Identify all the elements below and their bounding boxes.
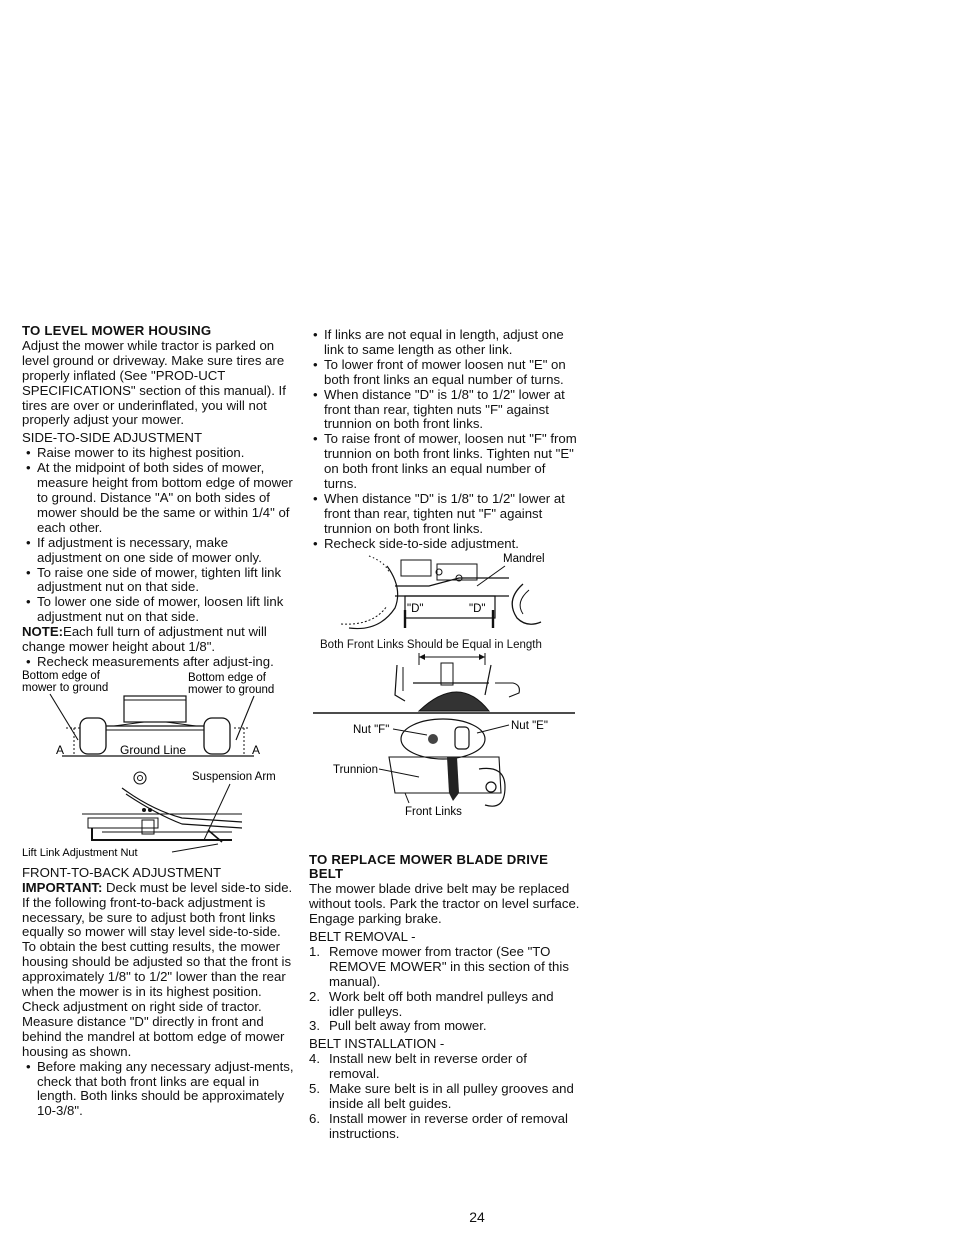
label-ground-line: Ground Line: [120, 742, 187, 757]
figure-side-to-side: [22, 670, 294, 770]
front-to-back-heading: FRONT-TO-BACK ADJUSTMENT: [22, 864, 222, 880]
list-item: [309, 1052, 581, 1082]
belt-installation-steps: [309, 1052, 581, 1141]
step-text: Work belt off both mandrel pulleys and idler pulleys.: [329, 988, 554, 1019]
label-a-right: A: [252, 742, 261, 757]
front-to-back-list: [22, 1060, 294, 1120]
step-number: 2.: [309, 988, 320, 1004]
side-to-side-heading: SIDE-TO-SIDE ADJUSTMENT: [22, 430, 203, 446]
important-label: IMPORTANT:: [22, 879, 103, 895]
figure-suspension-arm: [22, 770, 294, 866]
step-number: 4.: [309, 1051, 320, 1067]
belt-removal-heading: BELT REMOVAL -: [309, 929, 416, 945]
label-bottom-edge-left-1: Bottom edge of: [22, 669, 100, 682]
step-text: Remove mower from tractor (See "TO REMOVE MOWER" in this section of this manual).: [329, 943, 569, 989]
list-item: • Before making any necessary adjust-ments, check that both front links are equal in length. Both links should be approximately 10-3/8".: [22, 1060, 294, 1120]
list-item: [309, 1112, 581, 1142]
important-paragraph: [22, 881, 294, 941]
step-text: Install new belt in reverse order of removal.: [329, 1051, 527, 1082]
step-text: Pull belt away from mower.: [329, 1018, 487, 1034]
belt-installation-heading: BELT INSTALLATION -: [309, 1036, 445, 1052]
list-item: [309, 1082, 581, 1112]
label-nut-f: Nut "F": [353, 723, 390, 736]
figure-mandrel: [309, 552, 581, 632]
list-item: • Recheck side-to-side adjustment.: [309, 537, 581, 552]
suspension-arm-diagram: [22, 770, 294, 866]
page-number: 24: [469, 1209, 485, 1225]
side-to-side-list: [22, 446, 294, 625]
belt-intro-paragraph: The mower blade drive belt may be replaced without tools. Park the tractor on level surface. Engage parking brake.: [309, 881, 580, 927]
list-item: [309, 945, 581, 990]
cutting-paragraph: To obtain the best cutting results, the mower housing should be adjusted so that the front is approximately 1/8" to 1/2" lower than the rear when the mower is in its highest position.: [22, 939, 292, 1000]
note-text: Each full turn of adjustment nut will change mower height about 1/8".: [22, 624, 267, 655]
side-view-diagram: [22, 670, 294, 770]
front-adjust-list: [309, 328, 581, 552]
step-text: Make sure belt is in all pulley grooves and inside all belt guides.: [329, 1081, 574, 1111]
list-item: • Recheck measurements after adjust-ing.: [22, 655, 294, 670]
list-item: • To lower front of mower loosen nut "E" on both front links an equal number of turns.: [309, 358, 581, 388]
list-item: • If links are not equal in length, adjust one link to same length as other link.: [309, 328, 581, 358]
list-item: • Raise mower to its highest position.: [22, 446, 294, 461]
figure-front-links: [309, 638, 581, 843]
caption-front-links-equal: Both Front Links Should be Equal in Length: [320, 638, 542, 651]
label-nut-e: Nut "E": [511, 719, 548, 732]
list-item: • When distance "D" is 1/8" to 1/2" lower at front than rear, tighten nut "F" against trunnion on both front links.: [309, 492, 581, 537]
belt-removal-steps: [309, 945, 581, 1034]
check-paragraph: Check adjustment on right side of tractor. Measure distance "D" directly in front and behind the mandrel at bottom edge of mower housing as shown.: [22, 999, 285, 1059]
step-text: Install mower in reverse order of removal instructions.: [329, 1110, 568, 1141]
note-paragraph: [22, 625, 294, 655]
list-item: • When distance "D" is 1/8" to 1/2" lower at front than rear, tighten nuts "F" against trunnion on both front links.: [309, 388, 581, 433]
section-title-level-mower: TO LEVEL MOWER HOUSING: [22, 323, 212, 338]
note-label: NOTE:: [22, 624, 64, 640]
label-suspension-arm: Suspension Arm: [192, 770, 276, 783]
label-mandrel: Mandrel: [503, 552, 545, 565]
label-trunnion: Trunnion: [333, 763, 378, 776]
label-a-left: A: [56, 742, 65, 757]
mandrel-diagram: [309, 552, 581, 632]
list-item: • To raise front of mower, loosen nut "F" from trunnion on both front links. Tighten nut "E" on both front links an equal number of turns.: [309, 432, 581, 492]
important-text: Deck must be level side-to side. If the following front-to-back adjustment is necessary, be sure to adjust both front links equally so mower will stay level side-to-side.: [22, 879, 293, 940]
intro-paragraph: Adjust the mower while tractor is parked on level ground or driveway. Make sure tires are properly inflated (See "PROD-UCT SPECIFICATIONS" section of this manual). If tires are over or underinflated, you will not properly adjust your mower.: [22, 337, 286, 428]
list-item: [309, 1019, 581, 1034]
list-item: [309, 990, 581, 1020]
front-links-diagram: [309, 653, 581, 843]
step-number: 5.: [309, 1081, 320, 1097]
label-front-links: Front Links: [405, 805, 462, 818]
list-item: • To lower one side of mower, loosen lift link adjustment nut on that side.: [22, 595, 294, 625]
list-item: • To raise one side of mower, tighten lift link adjustment nut on that side.: [22, 566, 294, 596]
right-column: [309, 328, 581, 1142]
section-title-replace-belt: TO REPLACE MOWER BLADE DRIVE BELT: [309, 851, 549, 882]
recheck-list: [22, 655, 294, 670]
label-bottom-edge-right-2: mower to ground: [188, 683, 275, 696]
label-d-right: "D": [469, 602, 486, 615]
label-bottom-edge-left-2: mower to ground: [22, 681, 109, 694]
step-number: 6.: [309, 1110, 320, 1126]
label-lift-link-nut: Lift Link Adjustment Nut: [22, 846, 138, 859]
list-item: • If adjustment is necessary, make adjustment on one side of mower only.: [22, 536, 294, 566]
list-item: • At the midpoint of both sides of mower, measure height from bottom edge of mower to ground. Distance "A" on both sides of mower should be the same or within 1/4" of each other.: [22, 461, 294, 536]
step-number: 1.: [309, 943, 320, 959]
label-bottom-edge-right-1: Bottom edge of: [188, 671, 266, 684]
step-number: 3.: [309, 1018, 320, 1034]
label-d-left: "D": [407, 602, 424, 615]
left-column: [22, 324, 294, 1119]
